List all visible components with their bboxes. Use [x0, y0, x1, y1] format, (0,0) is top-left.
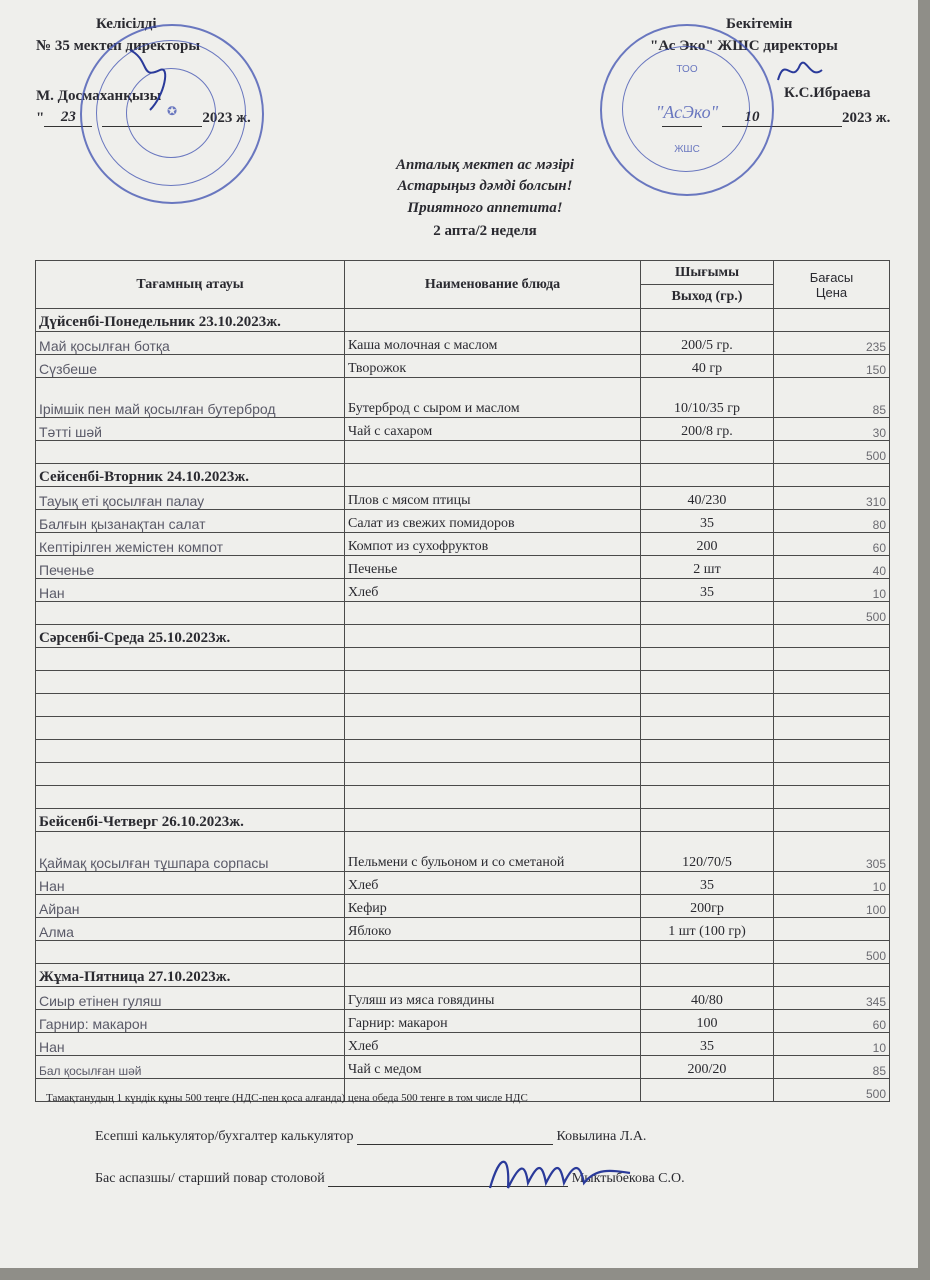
dish-output: 200/8 гр. — [641, 418, 774, 441]
cell-output — [641, 964, 774, 987]
cell-kz — [36, 717, 345, 740]
total-row — [36, 441, 890, 464]
cell-price — [774, 763, 890, 786]
dish-name-ru: Кефир — [345, 895, 641, 918]
table-row — [36, 533, 890, 556]
dish-price: 305 — [774, 832, 890, 872]
menu-title-ru-wish: Приятного аппетита! — [407, 200, 563, 216]
dish-price: 150 — [774, 355, 890, 378]
dish-output: 35 — [641, 510, 774, 533]
dish-output: 40/80 — [641, 987, 774, 1010]
dish-price: 310 — [774, 487, 890, 510]
table-row — [36, 1033, 890, 1056]
dish-price — [774, 918, 890, 941]
table-row — [36, 895, 890, 918]
dish-name-kz: Ірімшік пен май қосылған бутерброд — [36, 378, 345, 418]
cell-ru — [345, 625, 641, 648]
cell-output — [641, 671, 774, 694]
dish-name-ru: Гарнир: макарон — [345, 1010, 641, 1033]
table-row — [36, 332, 890, 355]
cell-output — [641, 809, 774, 832]
cell-kz — [36, 648, 345, 671]
cell-output — [641, 648, 774, 671]
dish-name-kz: Печенье — [36, 556, 345, 579]
total-row — [36, 602, 890, 625]
right-round-stamp: ТОО "АсЭко" ЖШС — [600, 24, 774, 196]
dish-output: 100 — [641, 1010, 774, 1033]
dish-price: 100 — [774, 895, 890, 918]
table-row — [36, 918, 890, 941]
cell-price — [774, 809, 890, 832]
dish-price: 40 — [774, 556, 890, 579]
day-title: Сәрсенбі-Среда 25.10.2023ж. — [36, 625, 345, 648]
left-person: М. Досмаханқызы — [36, 88, 162, 104]
cell-output — [641, 625, 774, 648]
dish-name-kz: Май қосылған ботқа — [36, 332, 345, 355]
table-row — [36, 1010, 890, 1033]
day-title: Сейсенбі-Вторник 24.10.2023ж. — [36, 464, 345, 487]
dish-name-ru: Гуляш из мяса говядины — [345, 987, 641, 1010]
dish-output: 35 — [641, 872, 774, 895]
cell-output — [641, 786, 774, 809]
cell-price — [774, 717, 890, 740]
table-row — [36, 487, 890, 510]
cell-kz — [36, 671, 345, 694]
cell-price — [774, 786, 890, 809]
day-title: Жұма-Пятница 27.10.2023ж. — [36, 964, 345, 987]
col-header-output-kz: Шығымы — [641, 261, 774, 285]
dish-name-ru: Яблоко — [345, 918, 641, 941]
menu-table — [35, 260, 890, 1102]
dish-name-ru: Пельмени с бульоном и со сметаной — [345, 832, 641, 872]
menu-body — [36, 309, 890, 1102]
left-date: " 23 2023 ж. — [36, 109, 251, 126]
table-row — [36, 556, 890, 579]
empty-row — [36, 694, 890, 717]
dish-name-kz: Айран — [36, 895, 345, 918]
day-header-row — [36, 964, 890, 987]
table-row — [36, 579, 890, 602]
right-position: "Ас Эко" ЖШС директоры — [650, 38, 838, 54]
empty-row — [36, 740, 890, 763]
cell-ru — [345, 464, 641, 487]
table-row — [36, 872, 890, 895]
dish-price: 235 — [774, 332, 890, 355]
cell-price — [774, 464, 890, 487]
cell-kz — [36, 441, 345, 464]
cell-ru — [345, 694, 641, 717]
dish-output: 10/10/35 гр — [641, 378, 774, 418]
dish-name-kz: Кептірілген жемістен компот — [36, 533, 345, 556]
cell-price — [774, 648, 890, 671]
dish-output: 35 — [641, 1033, 774, 1056]
dish-output: 200гр — [641, 895, 774, 918]
cell-price — [774, 694, 890, 717]
dish-price: 60 — [774, 1010, 890, 1033]
dish-price: 10 — [774, 579, 890, 602]
cell-output — [641, 1079, 774, 1102]
empty-row — [36, 648, 890, 671]
cell-ru — [345, 671, 641, 694]
cell-kz — [36, 786, 345, 809]
cell-output — [641, 602, 774, 625]
dish-name-kz: Нан — [36, 1033, 345, 1056]
stamp-brand: "АсЭко" — [655, 102, 719, 122]
table-row — [36, 355, 890, 378]
cell-price — [774, 309, 890, 332]
table-row — [36, 510, 890, 533]
cell-output — [641, 740, 774, 763]
cell-kz — [36, 740, 345, 763]
day-total-price: 500 — [774, 1079, 890, 1102]
table-row — [36, 987, 890, 1010]
cell-kz — [36, 694, 345, 717]
price-note: Тамақтанудың 1 күндік құны 500 теңге (НДС-пен қоса алғанда) цена обеда 500 тенге в том числе НДС — [46, 1092, 528, 1104]
total-row — [36, 941, 890, 964]
dish-output: 200 — [641, 533, 774, 556]
dish-output: 1 шт (100 гр) — [641, 918, 774, 941]
dish-output: 40/230 — [641, 487, 774, 510]
right-signature-icon — [770, 50, 830, 90]
chef-signature-icon — [480, 1148, 640, 1198]
dish-output: 35 — [641, 579, 774, 602]
dish-name-ru: Салат из свежих помидоров — [345, 510, 641, 533]
dish-name-ru: Хлеб — [345, 872, 641, 895]
dish-name-ru: Творожок — [345, 355, 641, 378]
dish-name-kz: Сиыр етінен гуляш — [36, 987, 345, 1010]
cell-ru — [345, 648, 641, 671]
day-header-row — [36, 309, 890, 332]
table-row — [36, 1056, 890, 1079]
day-header-row — [36, 809, 890, 832]
cell-output — [641, 941, 774, 964]
dish-price: 345 — [774, 987, 890, 1010]
empty-row — [36, 671, 890, 694]
dish-price: 60 — [774, 533, 890, 556]
dish-name-kz: Сүзбеше — [36, 355, 345, 378]
col-header-ru: Наименование блюда — [345, 261, 641, 309]
dish-name-kz: Бал қосылған шәй — [36, 1056, 345, 1079]
dish-name-ru: Бутерброд с сыром и маслом — [345, 378, 641, 418]
cell-ru — [345, 740, 641, 763]
dish-output: 40 гр — [641, 355, 774, 378]
dish-output: 2 шт — [641, 556, 774, 579]
agreed-label: Келісілді — [96, 16, 157, 32]
cell-output — [641, 441, 774, 464]
col-header-kz: Тағамның атауы — [36, 261, 345, 309]
right-date: 10 2023 ж. — [662, 109, 890, 127]
dish-name-kz: Балғын қызанақтан салат — [36, 510, 345, 533]
cell-ru — [345, 441, 641, 464]
cell-ru — [345, 964, 641, 987]
cell-output — [641, 717, 774, 740]
table-row — [36, 378, 890, 418]
approved-label: Бекітемін — [726, 16, 793, 32]
dish-name-ru: Хлеб — [345, 579, 641, 602]
dish-price: 85 — [774, 1056, 890, 1079]
cell-output — [641, 694, 774, 717]
day-title: Дүйсенбі-Понедельник 23.10.2023ж. — [36, 309, 345, 332]
signature-chef: Бас аспазшы/ старший повар столовой Мыктыбекова С.О. — [95, 1171, 685, 1186]
cell-price — [774, 671, 890, 694]
dish-price: 85 — [774, 378, 890, 418]
left-stamp-emblem-icon: ✪ — [166, 104, 178, 118]
cell-ru — [345, 309, 641, 332]
empty-row — [36, 786, 890, 809]
cell-kz — [36, 941, 345, 964]
cell-output — [641, 309, 774, 332]
dish-name-ru: Чай с медом — [345, 1056, 641, 1079]
col-header-price: Бағасы Цена — [774, 261, 890, 309]
col-header-output-ru: Выход (гр.) — [641, 285, 774, 309]
cell-price — [774, 964, 890, 987]
menu-title-kz: Апталық мектеп ас мәзірі — [395, 157, 575, 173]
cell-ru — [345, 763, 641, 786]
day-total-price: 500 — [774, 941, 890, 964]
dish-price: 30 — [774, 418, 890, 441]
cell-ru — [345, 786, 641, 809]
menu-title-kz-wish: Астарыңыз дәмді болсын! — [397, 178, 573, 194]
dish-name-kz: Тауық еті қосылған палау — [36, 487, 345, 510]
day-total-price: 500 — [774, 602, 890, 625]
dish-name-ru: Хлеб — [345, 1033, 641, 1056]
dish-name-ru: Каша молочная с маслом — [345, 332, 641, 355]
dish-price: 10 — [774, 872, 890, 895]
empty-row — [36, 763, 890, 786]
dish-name-kz: Алма — [36, 918, 345, 941]
cell-ru — [345, 941, 641, 964]
cell-kz — [36, 763, 345, 786]
left-position: № 35 мектеп директоры — [36, 38, 201, 54]
day-header-row — [36, 625, 890, 648]
dish-name-kz: Қаймақ қосылған тұшпара сорпасы — [36, 832, 345, 872]
dish-price: 80 — [774, 510, 890, 533]
day-header-row — [36, 464, 890, 487]
cell-price — [774, 625, 890, 648]
day-title: Бейсенбі-Четверг 26.10.2023ж. — [36, 809, 345, 832]
menu-week: 2 апта/2 неделя — [433, 223, 537, 239]
cell-kz — [36, 602, 345, 625]
empty-row — [36, 717, 890, 740]
dish-name-kz: Гарнир: макарон — [36, 1010, 345, 1033]
cell-output — [641, 763, 774, 786]
table-row — [36, 832, 890, 872]
dish-name-kz: Тәтті шәй — [36, 418, 345, 441]
dish-output: 200/5 гр. — [641, 332, 774, 355]
cell-output — [641, 464, 774, 487]
dish-name-ru: Компот из сухофруктов — [345, 533, 641, 556]
cell-price — [774, 740, 890, 763]
signature-accountant: Есепші калькулятор/бухгалтер калькулятор Ковылина Л.А. — [95, 1129, 647, 1144]
dish-output: 200/20 — [641, 1056, 774, 1079]
cell-ru — [345, 717, 641, 740]
dish-price: 10 — [774, 1033, 890, 1056]
cell-ru — [345, 602, 641, 625]
cell-ru — [345, 809, 641, 832]
right-person: К.С.Ибраева — [784, 85, 871, 101]
dish-name-ru: Печенье — [345, 556, 641, 579]
left-signature-icon — [110, 40, 190, 120]
dish-name-kz: Нан — [36, 872, 345, 895]
dish-name-ru: Чай с сахаром — [345, 418, 641, 441]
dish-output: 120/70/5 — [641, 832, 774, 872]
table-row — [36, 418, 890, 441]
day-total-price: 500 — [774, 441, 890, 464]
dish-name-kz: Нан — [36, 579, 345, 602]
dish-name-ru: Плов с мясом птицы — [345, 487, 641, 510]
